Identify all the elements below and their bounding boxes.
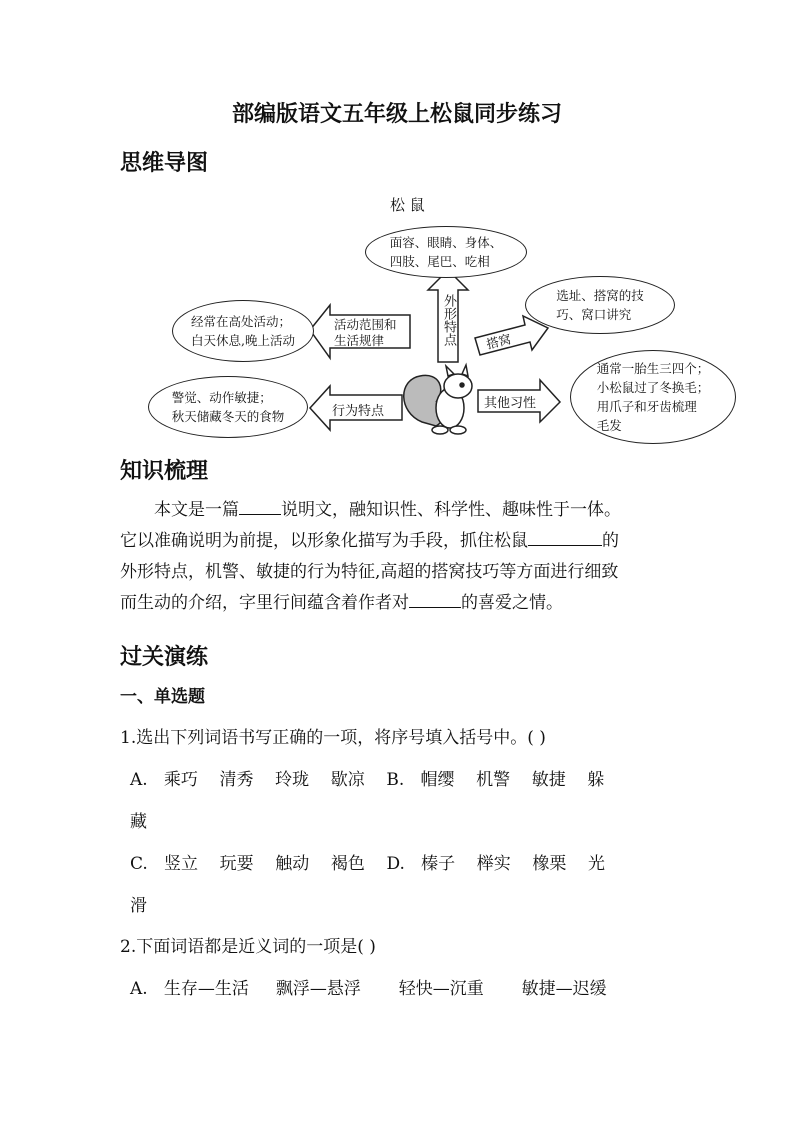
arrow-nest-label: 搭窝	[484, 331, 513, 352]
bubble-other-line4: 毛发	[596, 418, 622, 433]
bubble-appearance-line1: 面容、眼睛、身体、	[389, 235, 503, 250]
mindmap-center-label: 松 鼠	[390, 196, 425, 214]
bubble-other-line2: 小松鼠过了冬换毛；	[596, 380, 710, 395]
knowledge-text: 而生动的介绍，字里行间蕴含着作者对	[120, 593, 409, 613]
bubble-other	[570, 350, 736, 444]
page-title: 部编版语文五年级上松鼠同步练习	[231, 102, 562, 127]
bubble-nest-line2: 巧、窝口讲究	[556, 307, 632, 322]
knowledge-line-4	[120, 588, 680, 619]
squirrel-illustration	[404, 365, 472, 434]
question-1-options-ab-wrap: 藏	[130, 812, 147, 832]
fill-blank[interactable]	[239, 496, 281, 515]
bubble-range	[172, 300, 314, 362]
knowledge-text: 说明文，融知识性、科学性、趣味性于一体。	[281, 500, 621, 520]
question-1-options-ab[interactable]: A. 乘巧 清秀 玲珑 歇凉 B. 帽缨 机警 敏捷 躲	[130, 770, 605, 790]
knowledge-text: 它以准确说明为前提，以形象化描写为手段，抓住松鼠	[120, 531, 528, 551]
arrow-range-line2: 生活规律	[334, 333, 385, 348]
arrow-range-line1: 活动范围和	[334, 317, 397, 332]
knowledge-text: 外形特点，机警、敏捷的行为特征,高超的搭窝技巧等方面进行细致	[120, 562, 619, 582]
arrow-behavior-label: 行为特点	[332, 404, 385, 419]
bubble-range-line1: 经常在高处活动；	[191, 314, 292, 329]
bubble-nest	[525, 276, 675, 334]
bubble-behavior	[148, 376, 308, 438]
question-2-stem: 2.下面词语都是近义词的一项是( )	[120, 937, 376, 957]
bubble-behavior-line2: 秋天储藏冬天的食物	[171, 409, 285, 424]
knowledge-paragraph	[120, 495, 680, 619]
fill-blank[interactable]	[409, 589, 461, 608]
knowledge-text: 的	[602, 531, 619, 551]
fill-blank[interactable]	[528, 527, 602, 546]
practice-heading: 过关演练	[120, 645, 209, 670]
knowledge-text: 的喜爱之情。	[461, 593, 563, 613]
bubble-other-line1: 通常一胎生三四个；	[596, 361, 710, 376]
bubble-other-line3: 用爪子和牙齿梳理	[596, 399, 697, 414]
section-single-choice: 一、单选题	[120, 687, 205, 707]
arrow-appearance-label: 外形特点	[441, 294, 456, 346]
question-2-option-a[interactable]: A. 生存—生活 飘浮—悬浮 轻快—沉重 敏捷—迟缓	[130, 979, 607, 999]
knowledge-line-3	[120, 557, 680, 588]
bubble-behavior-line1: 警觉、动作敏捷；	[171, 390, 272, 405]
mindmap-heading: 思维导图	[120, 151, 209, 176]
knowledge-line-1	[120, 495, 680, 526]
knowledge-heading: 知识梳理	[120, 459, 209, 484]
bubble-nest-line1: 选址、搭窝的技	[556, 288, 644, 303]
arrow-other-label: 其他习性	[484, 396, 537, 411]
knowledge-line-2	[120, 526, 680, 557]
knowledge-text: 本文是一篇	[154, 500, 239, 520]
question-1-options-cd[interactable]: C. 竖立 玩要 触动 褐色 D. 榛子 榉实 橡栗 光	[130, 854, 605, 874]
bubble-appearance	[365, 226, 527, 278]
bubble-range-line2: 白天休息,晚上活动	[191, 333, 295, 348]
arrow-range-label	[334, 317, 397, 349]
mind-map	[140, 190, 710, 450]
question-1-options-cd-wrap: 滑	[130, 896, 147, 916]
bubble-appearance-line2: 四肢、尾巴、吃相	[389, 254, 490, 269]
question-1-stem: 1.选出下列词语书写正确的一项，将序号填入括号中。( )	[120, 728, 546, 748]
